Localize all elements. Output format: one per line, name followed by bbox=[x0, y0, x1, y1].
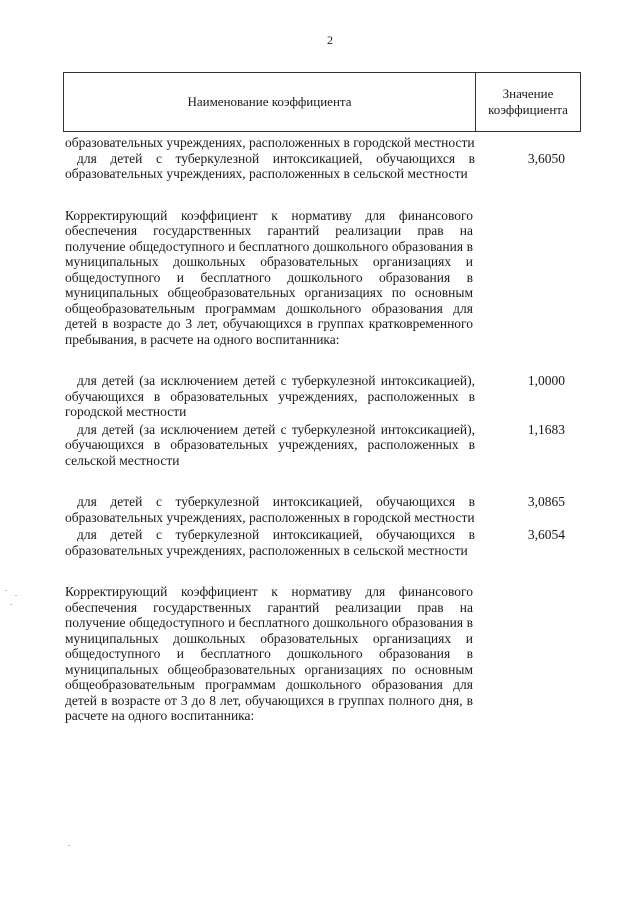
content-area bbox=[65, 135, 580, 750]
table-row bbox=[65, 584, 580, 724]
row-text: для детей с туберкулезной интоксикацией, обучающихся в образовательных учреждениях, расположенных в городской местности bbox=[65, 494, 475, 525]
row-value bbox=[475, 135, 580, 151]
header-col-2: Значение коэффициента bbox=[488, 85, 568, 117]
row-value: 3,6054 bbox=[527, 527, 565, 542]
noise-artifact bbox=[68, 845, 70, 846]
page-number: 2 bbox=[327, 33, 333, 47]
row-text: для детей (за исключением детей с туберкулезной интоксикацией), обучающихся в образовательных учреждениях, расположенных в сельской местности bbox=[65, 421, 475, 468]
noise-artifact bbox=[15, 595, 17, 596]
row-value: 1,1683 bbox=[527, 421, 565, 437]
noise-artifact bbox=[5, 590, 7, 591]
table-row bbox=[65, 373, 580, 420]
table-row bbox=[65, 494, 580, 525]
row-text: для детей с туберкулезной интоксикацией, обучающихся в образовательных учреждениях, расположенных в сельской местности bbox=[65, 527, 475, 558]
table-row bbox=[65, 208, 580, 348]
table-header bbox=[63, 72, 581, 132]
row-text: образовательных учреждениях, расположенных в городской местности bbox=[65, 135, 475, 150]
table-row bbox=[65, 527, 580, 558]
noise-artifact bbox=[10, 604, 12, 605]
row-value: 3,6050 bbox=[527, 150, 565, 166]
table-row bbox=[65, 422, 580, 469]
row-text: для детей (за исключением детей с туберкулезной интоксикацией), обучающихся в образовательных учреждениях, расположенных в городской местности bbox=[65, 373, 475, 419]
table-row bbox=[65, 151, 580, 182]
row-value: 3,0865 bbox=[527, 494, 565, 509]
table-row bbox=[65, 135, 580, 151]
header-col-1: Наименование коэффициента bbox=[64, 73, 476, 131]
row-value: 1,0000 bbox=[527, 373, 565, 388]
section-header: Корректирующий коэффициент к нормативу для финансового обеспечения государственных гарантий реализации прав на получение общедоступного и бесплатного дошкольного образования в муниципальных дошкольных образовательных организациях и общедоступного и бесплатного дошкольного образования в муниципальных общеобразовательных организациях по основным общеобразовательным программам дошкольного образования для детей в возрасте до 3 лет, обучающихся в группах кратковременного пребывания, в расчете на одного воспитанника: bbox=[65, 207, 473, 347]
section-header: Корректирующий коэффициент к нормативу для финансового обеспечения государственных гарантий реализации прав на получение общедоступного и бесплатного дошкольного образования в муниципальных дошкольных образовательных организациях и общедоступного и бесплатного дошкольного образования в муниципальных общеобразовательных организациях по основным общеобразовательным программам дошкольного образования для детей в возрасте от 3 до 8 лет, обучающихся в группах полного дня, в расчете на одного воспитанника: bbox=[65, 584, 473, 723]
row-text: для детей с туберкулезной интоксикацией, обучающихся в образовательных учреждениях, расположенных в сельской местности bbox=[65, 150, 475, 181]
